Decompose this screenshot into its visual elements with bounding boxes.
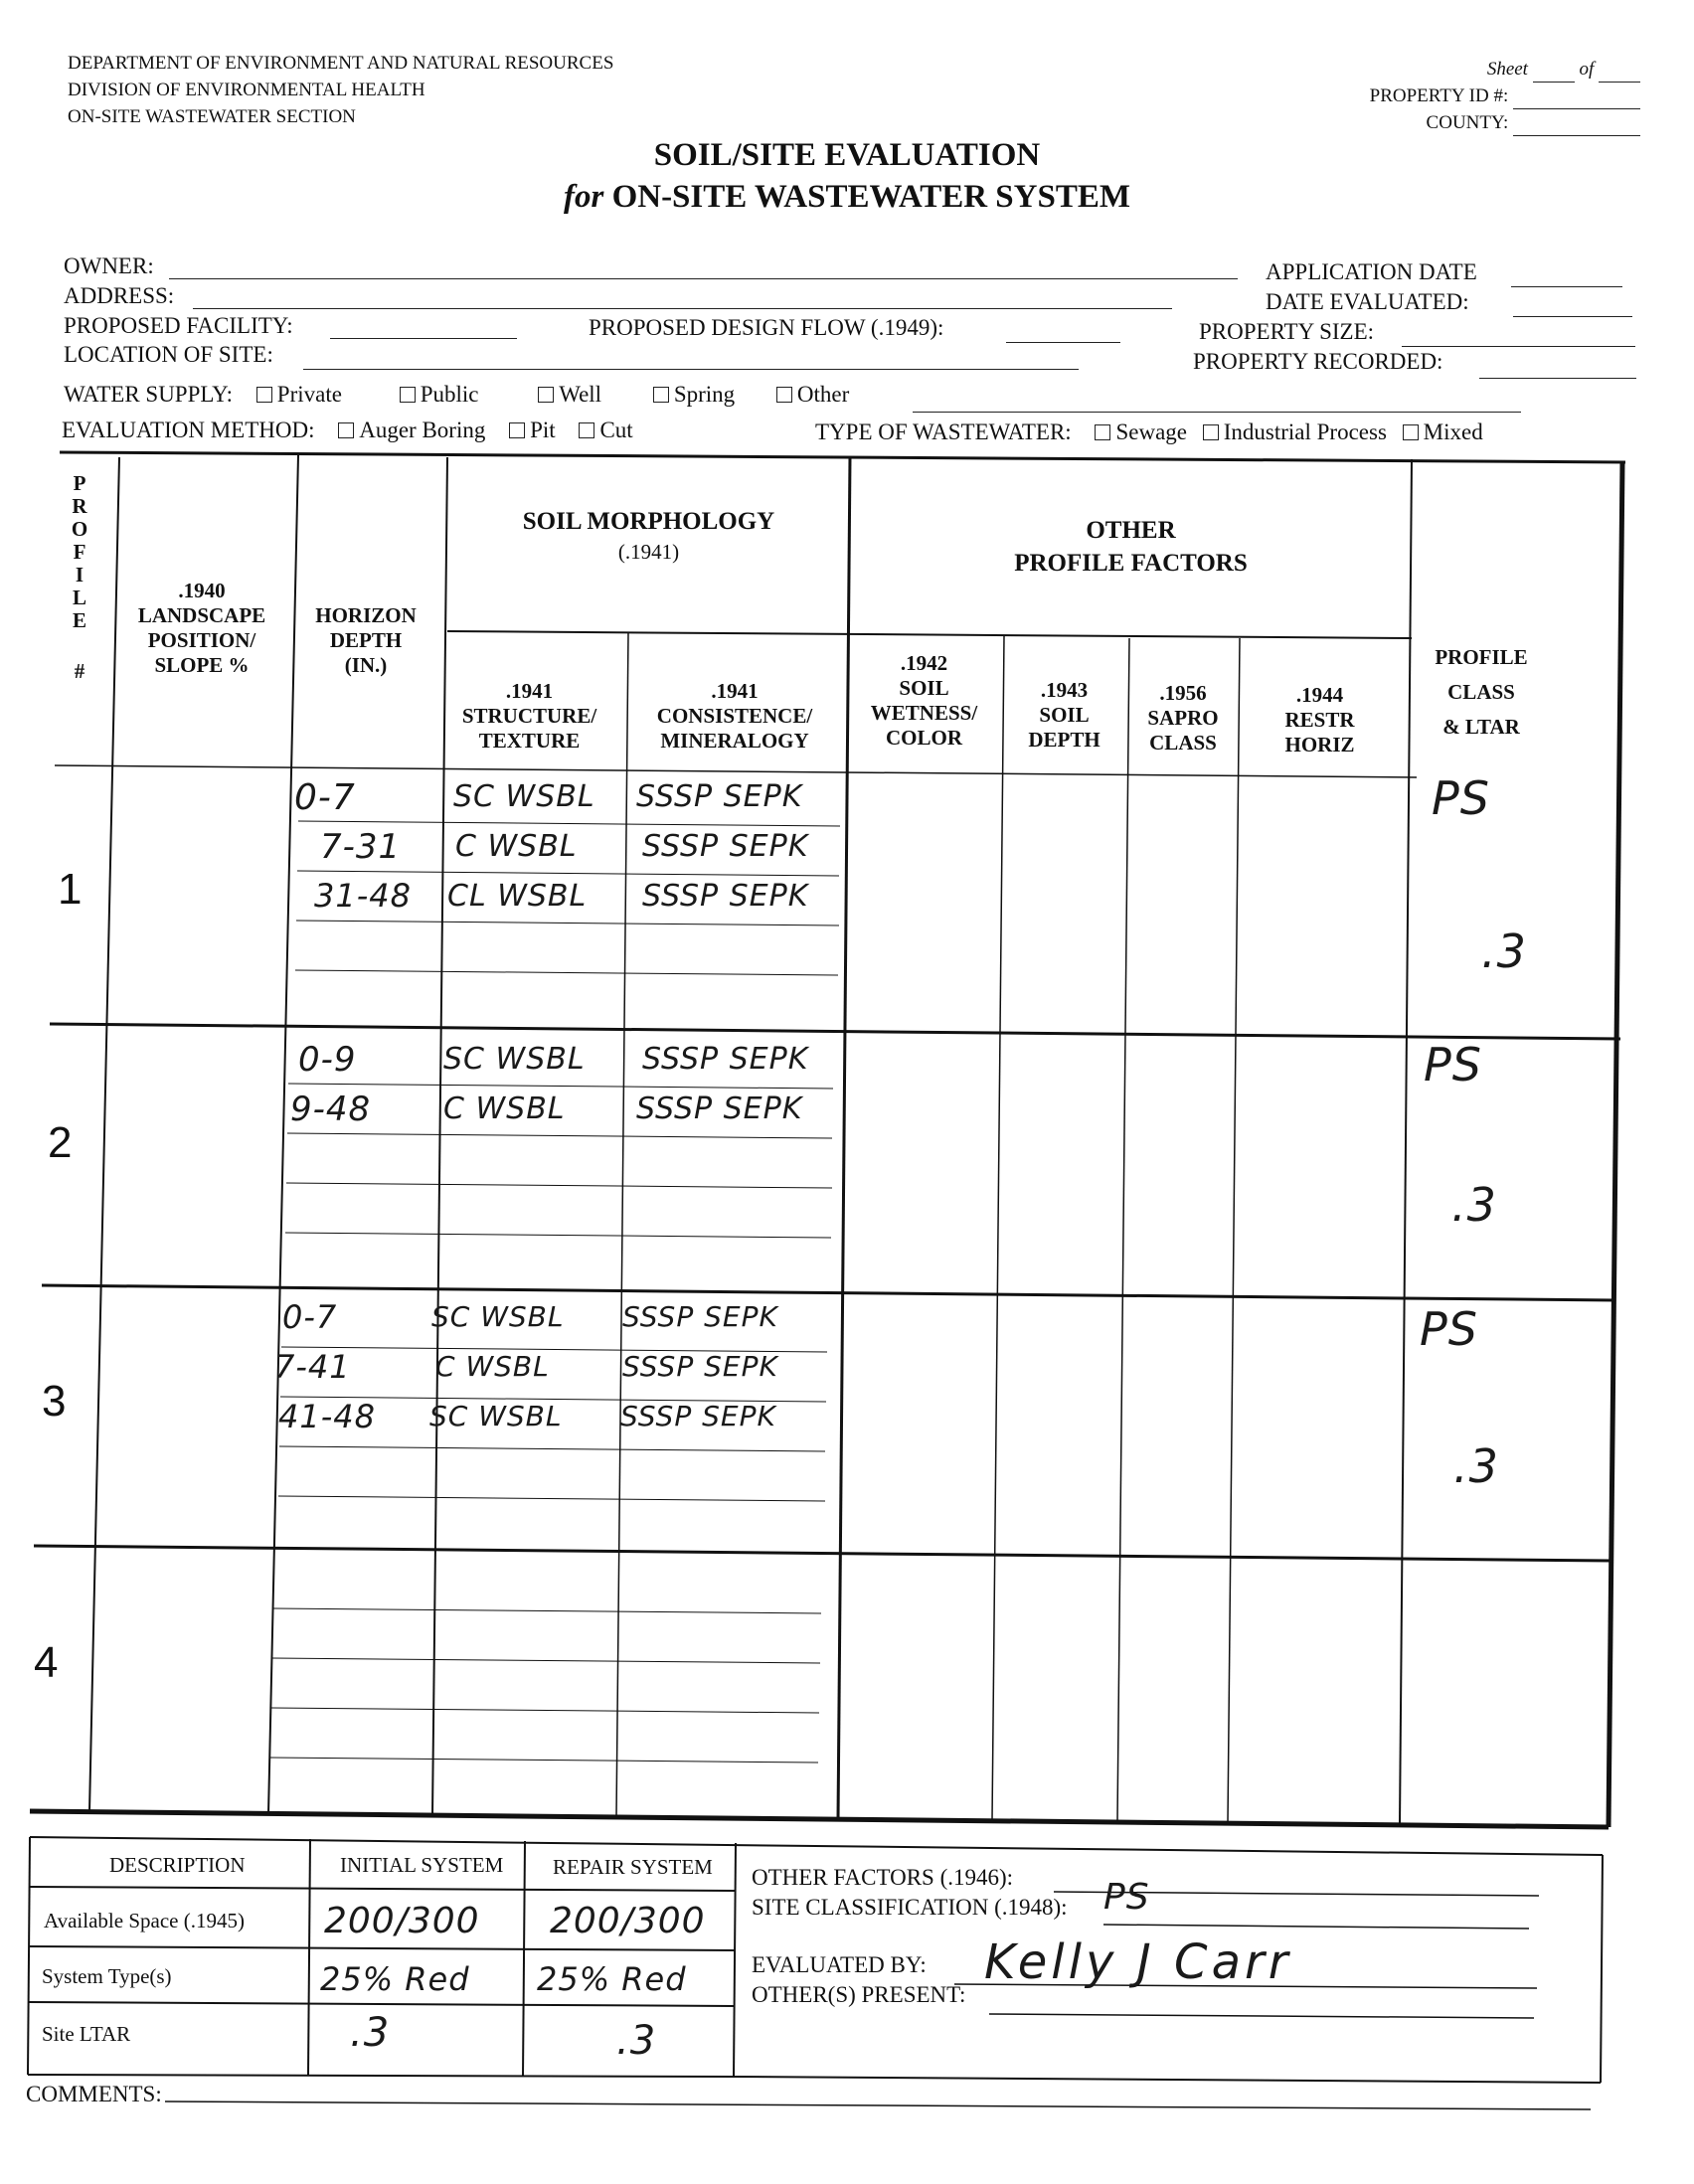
site-classification-label: SITE CLASSIFICATION (.1948): — [752, 1895, 1068, 1920]
p1-cons-2: SSSP SEPK — [642, 829, 809, 864]
soil-depth-header: .1943 SOIL DEPTH — [1028, 678, 1101, 752]
initial-site-ltar: .3 — [350, 2010, 391, 2056]
other-factors-label: OTHER FACTORS (.1946): — [752, 1865, 1014, 1890]
repair-available-space: 200/300 — [550, 1901, 706, 1941]
sapro-class-header: .1956 SAPRO CLASS — [1147, 681, 1219, 755]
p1-struct-1: SC WSBL — [453, 779, 595, 814]
p3-depth-3: 41-48 — [278, 1398, 376, 1435]
p3-class: PS — [1420, 1302, 1478, 1356]
p2-struct-2: C WSBL — [443, 1092, 566, 1126]
location-label: LOCATION OF SITE: — [64, 342, 273, 367]
others-present-label: OTHER(S) PRESENT: — [752, 1982, 966, 2007]
evaluated-by-label: EVALUATED BY: — [752, 1952, 927, 1977]
summary-repair-header: REPAIR SYSTEM — [553, 1855, 713, 1879]
p2-cons-1: SSSP SEPK — [642, 1042, 809, 1077]
repair-system-type: 25% Red — [537, 1960, 687, 1998]
soil-morphology-code: (.1941) — [617, 540, 680, 564]
address-label: ADDRESS: — [64, 283, 175, 308]
restr-horiz-header: .1944 RESTR HORIZ — [1284, 683, 1355, 756]
structure-header: .1941 STRUCTURE/ TEXTURE — [461, 679, 597, 753]
p3-struct-2: C WSBL — [435, 1350, 550, 1383]
p1-depth-1: 0-7 — [294, 777, 356, 818]
profile-number-1: 1 — [58, 865, 83, 914]
profile-number-4: 4 — [34, 1638, 59, 1687]
p3-cons-2: SSSP SEPK — [622, 1350, 778, 1383]
date-evaluated-label: DATE EVALUATED: — [1266, 289, 1469, 314]
comments-label: COMMENTS: — [26, 2082, 162, 2106]
soil-morphology-header: SOIL MORPHOLOGY — [522, 508, 775, 535]
system-type-label: System Type(s) — [42, 1964, 172, 1988]
dept-line-3: ON-SITE WASTEWATER SECTION — [68, 106, 356, 127]
horizon-header: HORIZON DEPTH (IN.) — [315, 603, 417, 677]
dept-line-1: DEPARTMENT OF ENVIRONMENT AND NATURAL RESOURCES — [68, 53, 614, 74]
available-space-label: Available Space (.1945) — [44, 1909, 245, 1932]
county-label: COUNTY: — [1426, 112, 1509, 133]
profile-number-2: 2 — [48, 1118, 73, 1167]
water-supply-row: WATER SUPPLY: Private Public Well Spring Other — [64, 382, 850, 407]
form-subtitle: for ON-SITE WASTEWATER SYSTEM — [563, 179, 1131, 215]
application-date-label: APPLICATION DATE — [1266, 259, 1477, 284]
wastewater-row: TYPE OF WASTEWATER: Sewage Industrial Process Mixed — [815, 420, 1483, 444]
form-title: SOIL/SITE EVALUATION — [653, 137, 1041, 173]
profile-number-3: 3 — [42, 1377, 67, 1426]
property-recorded-label: PROPERTY RECORDED: — [1193, 349, 1443, 374]
initial-system-type: 25% Red — [320, 1960, 470, 1998]
profile-class-header: PROFILE CLASS & LTAR — [1435, 645, 1528, 739]
sheet-label: Sheet — [1486, 59, 1528, 80]
p3-struct-1: SC WSBL — [431, 1300, 565, 1333]
p1-struct-3: CL WSBL — [447, 879, 588, 914]
design-flow-label: PROPOSED DESIGN FLOW (.1949): — [589, 315, 944, 340]
p3-depth-2: 7-41 — [274, 1348, 351, 1386]
p1-cons-3: SSSP SEPK — [642, 879, 809, 914]
consistence-header: .1941 CONSISTENCE/ MINERALOGY — [656, 679, 813, 753]
proposed-facility-label: PROPOSED FACILITY: — [64, 313, 293, 338]
evaluation-method-row: EVALUATION METHOD: Auger Boring Pit Cut — [62, 418, 633, 442]
p3-cons-3: SSSP SEPK — [620, 1400, 776, 1432]
profile-number-header: P R O F I L E # — [71, 471, 88, 683]
summary-initial-header: INITIAL SYSTEM — [340, 1853, 504, 1877]
evaluator-signature: Kelly J Carr — [984, 1934, 1292, 1990]
p1-cons-1: SSSP SEPK — [636, 779, 803, 814]
p2-ltar: .3 — [1451, 1178, 1497, 1232]
comments-field[interactable] — [165, 2083, 1591, 2108]
p3-struct-3: SC WSBL — [429, 1400, 563, 1432]
evaluation-method-label: EVALUATION METHOD: — [62, 418, 315, 442]
p1-struct-2: C WSBL — [455, 829, 578, 864]
water-supply-label: WATER SUPPLY: — [64, 382, 234, 407]
site-classification-value: PS — [1103, 1877, 1150, 1918]
p1-depth-3: 31-48 — [314, 877, 412, 915]
other-profile-factors-header: OTHER PROFILE FACTORS — [1014, 517, 1248, 577]
of-label: of — [1579, 59, 1595, 80]
property-id-label: PROPERTY ID #: — [1369, 85, 1509, 106]
summary-description-header: DESCRIPTION — [109, 1853, 246, 1877]
p1-class: PS — [1432, 771, 1490, 825]
p3-depth-1: 0-7 — [282, 1298, 338, 1336]
initial-available-space: 200/300 — [324, 1901, 480, 1941]
landscape-header: .1940 LANDSCAPE POSITION/ SLOPE % — [137, 579, 266, 677]
wastewater-label: TYPE OF WASTEWATER: — [815, 420, 1072, 444]
property-size-label: PROPERTY SIZE: — [1199, 319, 1375, 344]
site-ltar-label: Site LTAR — [42, 2022, 131, 2046]
p3-ltar: .3 — [1453, 1439, 1499, 1493]
p2-cons-2: SSSP SEPK — [636, 1092, 803, 1126]
wetness-header: .1942 SOIL WETNESS/ COLOR — [870, 651, 978, 750]
p2-depth-1: 0-9 — [298, 1040, 357, 1080]
p2-depth-2: 9-48 — [290, 1090, 372, 1129]
repair-site-ltar: .3 — [616, 2018, 657, 2064]
p3-cons-1: SSSP SEPK — [622, 1300, 778, 1333]
p1-ltar: .3 — [1481, 924, 1527, 978]
owner-label: OWNER: — [64, 253, 154, 278]
dept-line-2: DIVISION OF ENVIRONMENTAL HEALTH — [68, 80, 425, 100]
p2-struct-1: SC WSBL — [443, 1042, 586, 1077]
p1-depth-2: 7-31 — [320, 827, 402, 867]
p2-class: PS — [1424, 1038, 1482, 1092]
